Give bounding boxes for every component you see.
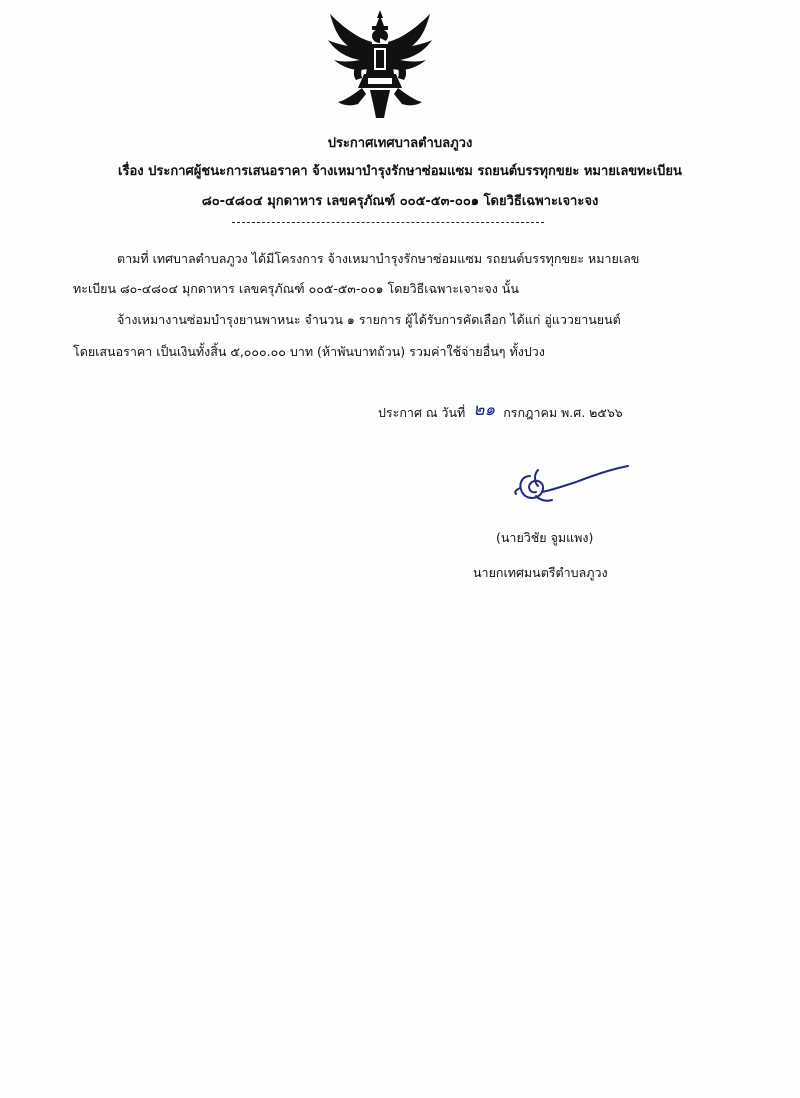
subject-heading-line2: ๘๐-๔๘๐๔ มุกดาหาร เลขครุภัณฑ์ ๐๐๕-๕๓-๐๐๑ โดยวิธีเฉพาะเจาะจง (201, 194, 599, 209)
body-paragraph-line2: ทะเบียน ๘๐-๔๘๐๔ มุกดาหาร เลขครุภัณฑ์ ๐๐๕-๕๓-๐๐๑ โดยวิธีเฉพาะเจาะจง นั้น (73, 281, 519, 296)
garuda-emblem-icon (326, 8, 434, 120)
heading-divider (232, 222, 544, 223)
body-paragraph-line3: จ้างเหมางานซ่อมบำรุงยานพาหนะ จำนวน ๑ รายการ ผู้ได้รับการคัดเลือก ได้แก่ อู่แววยานยนต์ (117, 312, 621, 327)
announcement-day: ๒๑ (473, 400, 496, 420)
body-paragraph-line4: โดยเสนอราคา เป็นเงินทั้งสิ้น ๕,๐๐๐.๐๐ บาท (ห้าพันบาทถ้วน) รวมค่าใช้จ่ายอื่นๆ ทั้งปวง (73, 344, 545, 359)
issuer-heading: ประกาศเทศบาลตำบลภูวง (327, 136, 473, 151)
handwritten-signature-icon (508, 462, 632, 512)
announcement-month-year: กรกฎาคม พ.ศ. ๒๕๖๖ (503, 405, 623, 420)
announcement-prefix: ประกาศ ณ วันที่ (378, 405, 466, 420)
signatory-name: (นายวิชัย จูมแพง) (496, 530, 594, 545)
signatory-position: นายกเทศมนตรีตำบลภูวง (473, 565, 608, 580)
subject-heading-line1: เรื่อง ประกาศผู้ชนะการเสนอราคา จ้างเหมาบำรุงรักษาซ่อมแซม รถยนต์บรรทุกขยะ หมายเลขทะเบียน (118, 164, 682, 179)
body-paragraph-line1: ตามที่ เทศบาลตำบลภูวง ได้มีโครงการ จ้างเหมาบำรุงรักษาซ่อมแซม รถยนต์บรรทุกขยะ หมายเลข (117, 251, 640, 266)
announcement-date (378, 398, 623, 425)
